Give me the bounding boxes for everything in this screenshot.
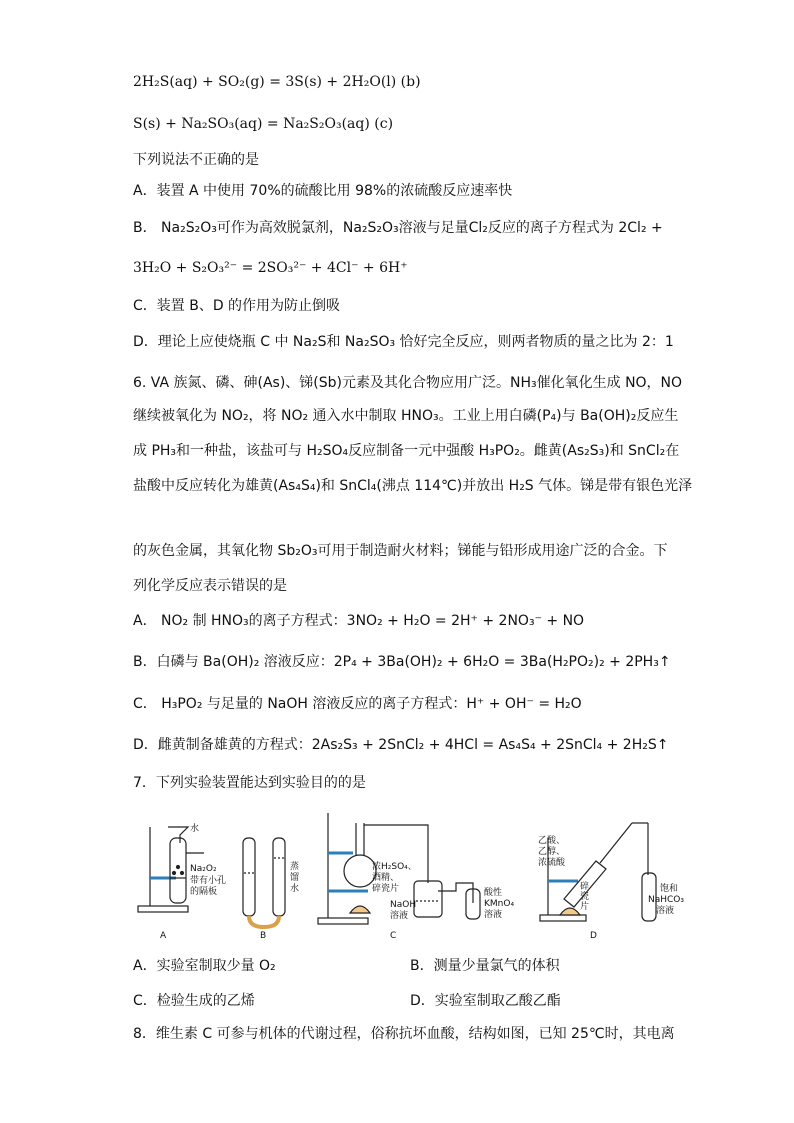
q6-stem-line2: 继续被氧化为 NO₂，将 NO₂ 通入水中制取 HNO₃。工业上用白磷(P₄)与 Ba(OH)₂反应生: [133, 408, 679, 424]
q5-stem: 下列说法不正确的是: [133, 152, 259, 168]
q7-option-c: C．检验生成的乙烯: [133, 993, 255, 1009]
q5-option-c: C．装置 B、D 的作用为防止倒吸: [133, 298, 341, 314]
fig-d-sat3: 溶液: [656, 906, 675, 916]
q6-option-a: A． NO₂ 制 HNO₃的离子方程式：3NO₂ + H₂O = 2H⁺ + 2NO₃⁻ + NO: [133, 613, 585, 629]
fig-c-naoh2: 溶液: [390, 911, 409, 921]
fig-label-a: A: [160, 931, 167, 941]
fig-label-c: C: [390, 931, 397, 941]
fig-c-kmno3: 溶液: [484, 910, 503, 920]
fig-c-kmno1: 酸性: [484, 888, 503, 898]
q6-option-b: B．白磷与 Ba(OH)₂ 溶液反应：2P₄ + 3Ba(OH)₂ + 6H₂O = 3Ba(H₂PO₂)₂ + 2PH₃↑: [133, 654, 671, 670]
q6-stem-line1: 6. VA 族氮、磷、砷(As)、锑(Sb)元素及其化合物应用广泛。NH₃催化氧化生成 NO，NO: [133, 375, 683, 391]
fig-label-b: B: [260, 931, 267, 941]
q7-stem: 7．下列实验装置能达到实验目的的是: [133, 775, 366, 791]
q7-option-d: D．实验室制取乙酸乙酯: [410, 993, 561, 1009]
q5-option-d: D．理论上应使烧瓶 C 中 Na₂S和 Na₂SO₃ 恰好完全反应，则两者物质的量之比为 2：1: [133, 334, 674, 350]
fig-c-reag3: 碎瓷片: [372, 884, 400, 894]
apparatus-b: [243, 838, 285, 927]
fig-a-na2o2: Na₂O₂: [190, 864, 217, 874]
fig-d-chip1: 碎: [580, 882, 590, 892]
q5-option-b-line1: B． Na₂S₂O₃可作为高效脱氯剂，Na₂S₂O₃溶液与足量Cl₂反应的离子方程式为 2Cl₂ +: [133, 220, 663, 236]
fig-d-reag1: 乙酸、: [538, 836, 566, 846]
fig-c-kmno2: KMnO₄: [484, 899, 515, 909]
q6-stem-line4: 盐酸中反应转化为雄黄(As₄S₄)和 SnCl₄(沸点 114℃)并放出 H₂S 气体。锑是带有银色光泽: [133, 478, 693, 494]
fig-a-plate1: 带有小孔: [190, 876, 227, 886]
q6-option-d: D．雌黄制备雄黄的方程式：2As₂S₃ + 2SnCl₂ + 4HCl = As₄S₄ + 2SnCl₄ + 2H₂S↑: [133, 737, 669, 753]
fig-d-sat2: NaHCO₃: [648, 895, 684, 905]
fig-b-water3: 水: [290, 884, 300, 894]
fig-d-chip2: 瓷: [580, 892, 590, 902]
fig-c-reag1: 浓H₂SO₄、: [372, 862, 417, 872]
fig-c-naoh1: NaOH: [390, 900, 417, 910]
fig-label-d: D: [590, 931, 597, 941]
fig-b-water2: 馏: [290, 873, 300, 883]
fig-d-sat1: 饱和: [660, 884, 679, 894]
equation-b: 2H₂S(aq) + SO₂(g) = 3S(s) + 2H₂O(l) (b): [133, 74, 421, 90]
fig-d-reag3: 浓硫酸: [538, 858, 566, 868]
fig-c-reag2: 酒精、: [372, 873, 400, 883]
fig-b-water1: 蒸: [290, 862, 300, 872]
q8-stem-line1: 8．维生素 C 可参与机体的代谢过程，俗称抗坏血酸，结构如图，已知 25℃时，其电离: [133, 1026, 675, 1042]
q7-option-a: A．实验室制取少量 O₂: [133, 958, 276, 974]
fig-d-reag2: 乙醇、: [538, 847, 566, 857]
q6-option-c: C． H₃PO₂ 与足量的 NaOH 溶液反应的离子方程式：H⁺ + OH⁻ = H₂O: [133, 696, 582, 712]
q7-option-b: B．测量少量氯气的体积: [410, 958, 560, 974]
fig-a-water: 水: [190, 824, 200, 834]
fig-d-chip3: 片: [580, 902, 590, 912]
q6-stem-line3: 成 PH₃和一种盐，该盐可与 H₂SO₄反应制备一元中强酸 H₃PO₂。雌黄(As₂S₃)和 SnCl₂在: [133, 443, 680, 459]
q5-option-b-line2: 3H₂O + S₂O₃²⁻ = 2SO₃²⁻ + 4Cl⁻ + 6H⁺: [133, 260, 408, 276]
q6-stem-line5: 的灰色金属，其氧化物 Sb₂O₃可用于制造耐火材料；锑能与铅形成用途广泛的合金。下: [133, 543, 668, 559]
q6-stem-line6: 列化学反应表示错误的是: [133, 578, 287, 594]
equation-c: S(s) + Na₂SO₃(aq) = Na₂S₂O₃(aq) (c): [133, 116, 394, 132]
q7-apparatus-figure: [128, 803, 688, 943]
q5-option-a: A．装置 A 中使用 70%的硫酸比用 98%的浓硫酸反应速率快: [133, 183, 513, 199]
fig-a-plate2: 的隔板: [190, 887, 218, 897]
